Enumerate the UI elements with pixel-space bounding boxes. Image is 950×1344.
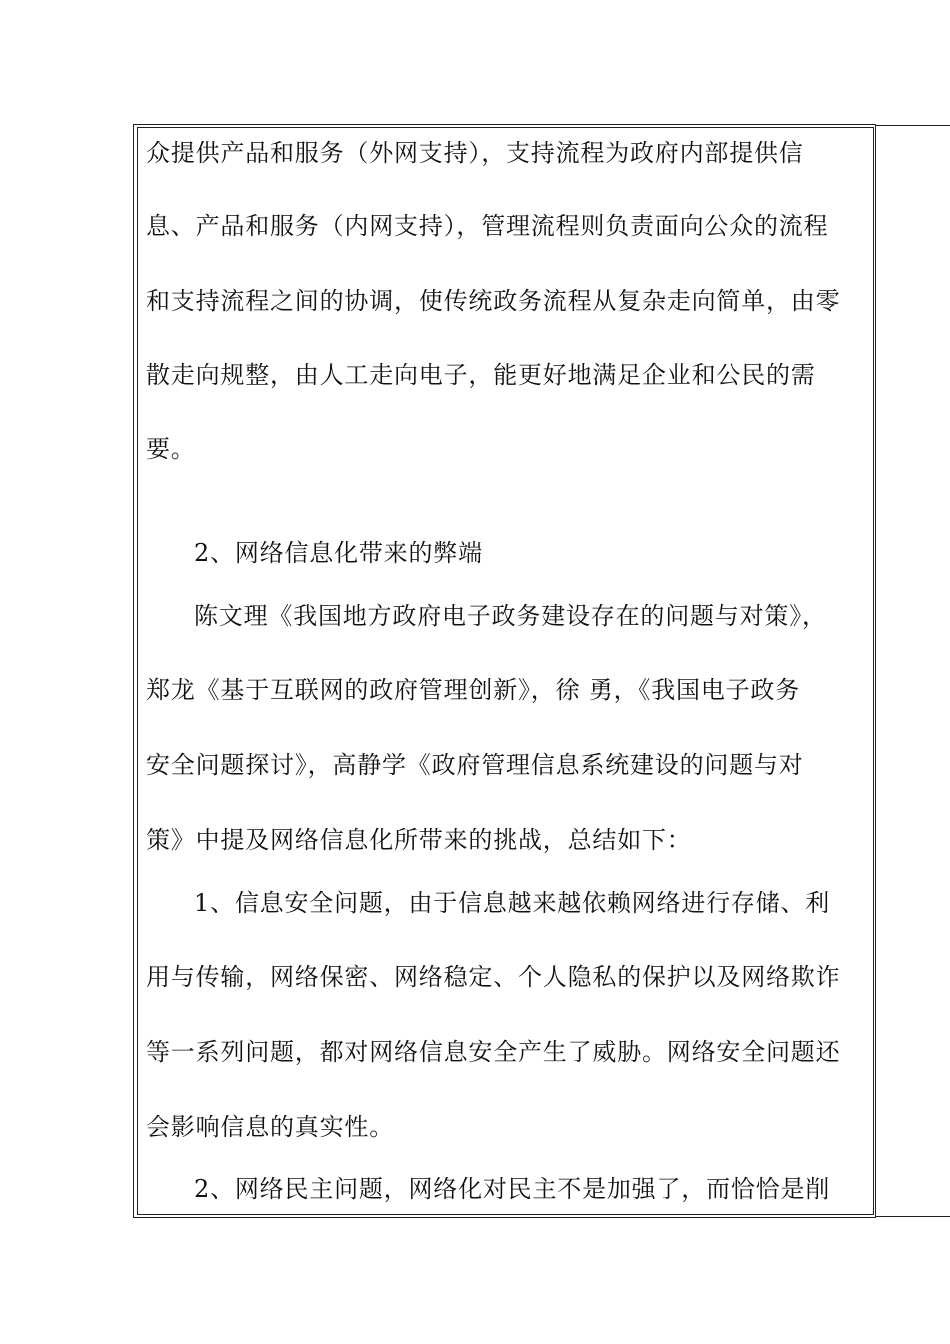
section-heading: 2、网络信息化带来的弊端 [194,539,483,567]
body-text-line: 郑龙《基于互联网的政府管理创新》，徐 勇，《我国电子政务 [146,676,801,704]
body-text-line: 等一系列问题，都对网络信息安全产生了威胁。网络安全问题还 [146,1038,841,1066]
body-text-line: 息、产品和服务（内网支持），管理流程则负责面向公众的流程 [146,212,829,240]
body-text-line: 策》中提及网络信息化所带来的挑战，总结如下： [146,826,692,854]
body-text-line: 散走向规整，由人工走向电子，能更好地满足企业和公民的需 [146,361,816,389]
right-cell-bottom-border [876,1216,950,1217]
body-text-line: 用与传输，网络保密、网络稳定、个人隐私的保护以及网络欺诈 [146,963,841,991]
body-text-line: 要。 [146,435,196,463]
body-text-line: 众提供产品和服务（外网支持），支持流程为政府内部提供信 [146,139,804,167]
body-text-line: 2、网络民主问题，网络化对民主不是加强了，而恰恰是削 [194,1175,831,1203]
right-cell-top-border [876,125,950,126]
body-text-line: 会影响信息的真实性。 [146,1113,394,1141]
body-text-line: 陈文理《我国地方政府电子政务建设存在的问题与对策》， [194,602,827,630]
body-text-line: 和支持流程之间的协调，使传统政务流程从复杂走向简单，由零 [146,287,841,315]
body-text-line: 1、信息安全问题，由于信息越来越依赖网络进行存储、利 [194,889,831,917]
body-text-line: 安全问题探讨》，高静学《政府管理信息系统建设的问题与对 [146,751,804,779]
